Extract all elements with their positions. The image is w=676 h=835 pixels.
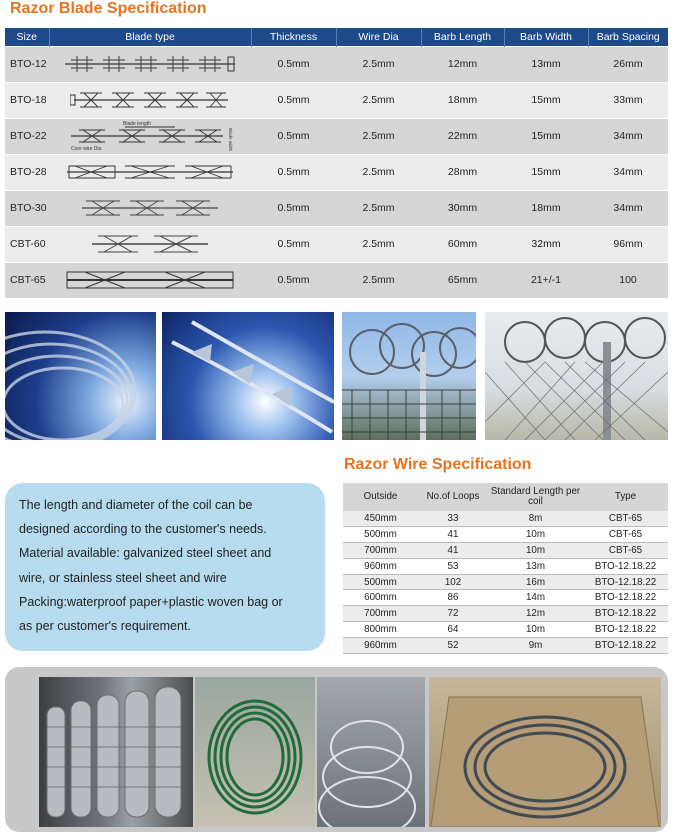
cell-loops: 53 <box>418 558 488 574</box>
header-size: Size <box>5 28 49 46</box>
table-row <box>5 226 668 262</box>
cell-barb-spacing: 96mm <box>588 226 668 262</box>
info-line: Material available: galvanized steel sheet and <box>19 546 272 561</box>
cell-barb-length: 22mm <box>421 118 504 154</box>
cell-type: BTO-12.18.22 <box>583 590 668 606</box>
table-row <box>343 637 668 653</box>
label-core-wire: Core wire Dia <box>71 146 102 152</box>
cell-loops: 33 <box>418 511 488 527</box>
cell-outside: 960mm <box>343 637 418 653</box>
header-barb-length: Barb Length <box>421 28 504 46</box>
cell-wire-dia: 2.5mm <box>336 226 421 262</box>
blade-diagram <box>49 154 251 190</box>
cell-barb-width: 13mm <box>504 46 588 82</box>
cell-loops: 86 <box>418 590 488 606</box>
cell-barb-length: 28mm <box>421 154 504 190</box>
cell-length: 14m <box>488 590 583 606</box>
razor-coil-photo <box>5 312 156 440</box>
cell-size: CBT-60 <box>5 226 49 262</box>
header-type: Type <box>583 483 668 511</box>
header-thickness: Thickness <box>251 28 336 46</box>
cell-wire-dia: 2.5mm <box>336 118 421 154</box>
cell-loops: 102 <box>418 574 488 590</box>
table-row <box>343 527 668 543</box>
cell-barb-spacing: 34mm <box>588 190 668 226</box>
cell-thickness: 0.5mm <box>251 190 336 226</box>
cell-loops: 41 <box>418 543 488 559</box>
cell-length: 12m <box>488 606 583 622</box>
blade-diagram <box>49 262 251 298</box>
razor-wire-fence-photo <box>342 312 476 440</box>
cell-length: 9m <box>488 637 583 653</box>
blade-diagram <box>49 118 251 154</box>
cell-thickness: 0.5mm <box>251 82 336 118</box>
cell-outside: 960mm <box>343 558 418 574</box>
cell-type: BTO-12.18.22 <box>583 574 668 590</box>
wire-spec-title: Razor Wire Specification <box>344 456 532 473</box>
table-row <box>343 574 668 590</box>
cell-type: BTO-12.18.22 <box>583 622 668 638</box>
blade-diagram <box>49 190 251 226</box>
cell-barb-spacing: 26mm <box>588 46 668 82</box>
info-line: wire, or stainless steel sheet and wire <box>19 570 227 585</box>
cell-thickness: 0.5mm <box>251 154 336 190</box>
cell-length: 10m <box>488 527 583 543</box>
cell-barb-spacing: 100 <box>588 262 668 298</box>
table-row <box>343 622 668 638</box>
cell-wire-dia: 2.5mm <box>336 154 421 190</box>
table-row <box>343 590 668 606</box>
blade-diagram <box>49 82 251 118</box>
header-standard-length: Standard Length per coil <box>488 483 583 511</box>
info-line: as per customer's requirement. <box>19 619 191 634</box>
cell-size: BTO-22 <box>5 118 49 154</box>
silver-coils-photo <box>317 677 425 827</box>
blade-spec-table <box>5 28 668 298</box>
blade-spec-header-row <box>5 28 668 46</box>
table-row <box>5 190 668 226</box>
table-row <box>5 82 668 118</box>
header-loops: No.of Loops <box>418 483 488 511</box>
info-box <box>5 483 325 651</box>
cell-type: CBT-65 <box>583 511 668 527</box>
cell-barb-width: 18mm <box>504 190 588 226</box>
cell-size: BTO-12 <box>5 46 49 82</box>
cell-length: 8m <box>488 511 583 527</box>
table-row <box>5 262 668 298</box>
cell-wire-dia: 2.5mm <box>336 82 421 118</box>
table-row <box>5 154 668 190</box>
chain-link-fence-photo <box>485 312 668 440</box>
cell-length: 16m <box>488 574 583 590</box>
cell-outside: 500mm <box>343 574 418 590</box>
cell-barb-length: 18mm <box>421 82 504 118</box>
label-blade-length: Blade length <box>123 121 151 127</box>
stacked-coils-photo <box>39 677 193 827</box>
cell-size: BTO-18 <box>5 82 49 118</box>
info-line: Packing:waterproof paper+plastic woven bag or <box>19 594 283 609</box>
table-row <box>343 543 668 559</box>
header-blade-type: Blade type <box>49 28 251 46</box>
cell-length: 10m <box>488 543 583 559</box>
cell-type: BTO-12.18.22 <box>583 558 668 574</box>
cell-wire-dia: 2.5mm <box>336 190 421 226</box>
table-row <box>343 558 668 574</box>
cell-loops: 72 <box>418 606 488 622</box>
cell-barb-spacing: 33mm <box>588 82 668 118</box>
cell-outside: 600mm <box>343 590 418 606</box>
cell-size: CBT-65 <box>5 262 49 298</box>
cell-type: BTO-12.18.22 <box>583 606 668 622</box>
cell-barb-spacing: 34mm <box>588 118 668 154</box>
wire-spec-header-row <box>343 483 668 511</box>
blade-diagram <box>49 226 251 262</box>
cell-barb-spacing: 34mm <box>588 154 668 190</box>
cell-outside: 800mm <box>343 622 418 638</box>
header-wire-dia: Wire Dia <box>336 28 421 46</box>
cell-length: 13m <box>488 558 583 574</box>
table-row <box>343 511 668 527</box>
cell-loops: 52 <box>418 637 488 653</box>
cell-barb-width: 15mm <box>504 82 588 118</box>
green-coil-photo <box>195 677 315 827</box>
cell-outside: 700mm <box>343 606 418 622</box>
cell-size: BTO-30 <box>5 190 49 226</box>
razor-blade-closeup-photo <box>162 312 334 440</box>
info-line: designed according to the customer's needs. <box>19 522 267 537</box>
table-row <box>5 46 668 82</box>
cell-size: BTO-28 <box>5 154 49 190</box>
cell-thickness: 0.5mm <box>251 118 336 154</box>
cell-loops: 64 <box>418 622 488 638</box>
cell-barb-length: 12mm <box>421 46 504 82</box>
blade-spec-title: Razor Blade Specification <box>10 0 207 17</box>
table-row <box>343 606 668 622</box>
wire-spec-table <box>343 483 668 654</box>
header-barb-width: Barb Width <box>504 28 588 46</box>
cell-type: BTO-12.18.22 <box>583 637 668 653</box>
cell-barb-width: 21+/-1 <box>504 262 588 298</box>
cell-barb-width: 32mm <box>504 226 588 262</box>
table-row <box>5 118 668 154</box>
cell-loops: 41 <box>418 527 488 543</box>
cell-wire-dia: 2.5mm <box>336 262 421 298</box>
cell-barb-length: 60mm <box>421 226 504 262</box>
boxed-coil-photo <box>429 677 661 827</box>
label-blade-width: Blade width <box>228 128 233 152</box>
cell-type: CBT-65 <box>583 527 668 543</box>
blade-diagram <box>49 46 251 82</box>
cell-type: CBT-65 <box>583 543 668 559</box>
cell-outside: 450mm <box>343 511 418 527</box>
header-barb-spacing: Barb Spacing <box>588 28 668 46</box>
cell-length: 10m <box>488 622 583 638</box>
cell-outside: 700mm <box>343 543 418 559</box>
cell-barb-width: 15mm <box>504 154 588 190</box>
cell-barb-length: 65mm <box>421 262 504 298</box>
cell-barb-width: 15mm <box>504 118 588 154</box>
cell-wire-dia: 2.5mm <box>336 46 421 82</box>
cell-outside: 500mm <box>343 527 418 543</box>
cell-thickness: 0.5mm <box>251 46 336 82</box>
header-outside: Outside <box>343 483 418 511</box>
packaging-photo-panel <box>5 667 668 832</box>
info-line: The length and diameter of the coil can be <box>19 498 253 512</box>
cell-barb-length: 30mm <box>421 190 504 226</box>
cell-thickness: 0.5mm <box>251 262 336 298</box>
cell-thickness: 0.5mm <box>251 226 336 262</box>
